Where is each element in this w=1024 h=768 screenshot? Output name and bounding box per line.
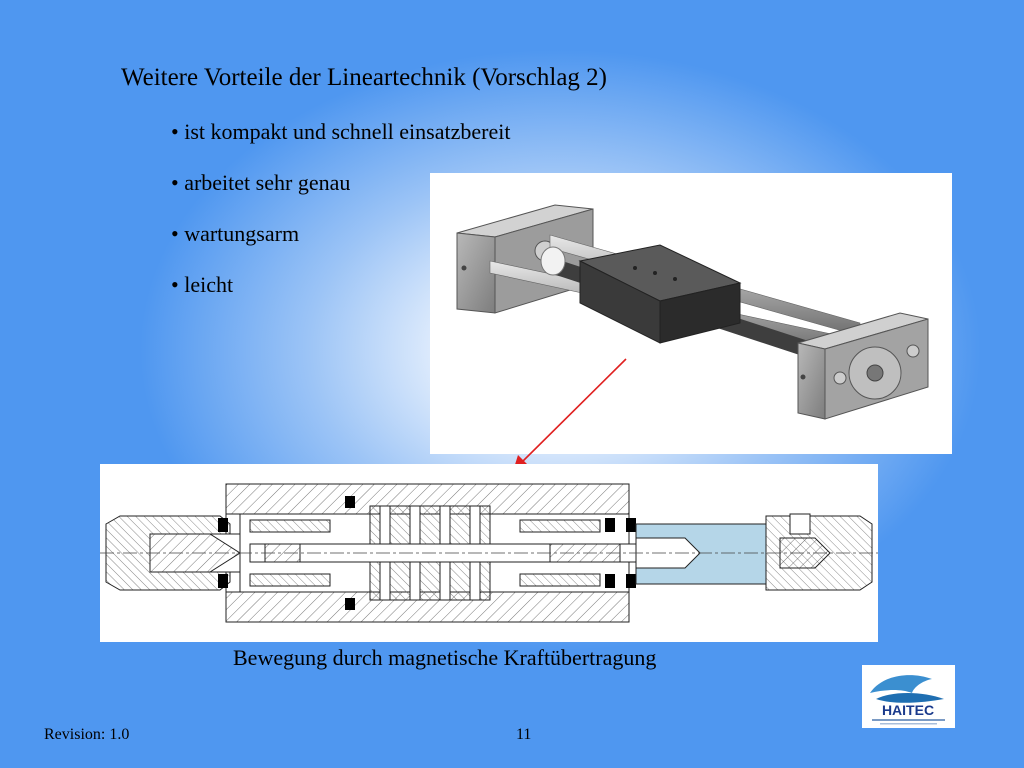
haitec-logo [862, 665, 955, 728]
bullet-item: • ist kompakt und schnell einsatzbereit [171, 118, 510, 169]
red-arrow-icon [505, 355, 635, 475]
slide-title: Weitere Vorteile der Lineartechnik (Vorschlag 2) [121, 64, 607, 91]
page-number: 11 [516, 726, 532, 743]
figure-caption: Bewegung durch magnetische Kraftübertragung [233, 645, 657, 670]
bullet-item: • arbeitet sehr genau [171, 169, 510, 220]
bullet-item: • wartungsarm [171, 220, 510, 271]
logo-text: HAITEC [881, 702, 935, 718]
cross-section-drawing [100, 464, 878, 642]
revision-label: Revision: 1.0 [44, 726, 130, 743]
bullet-item: • leicht [171, 271, 510, 322]
